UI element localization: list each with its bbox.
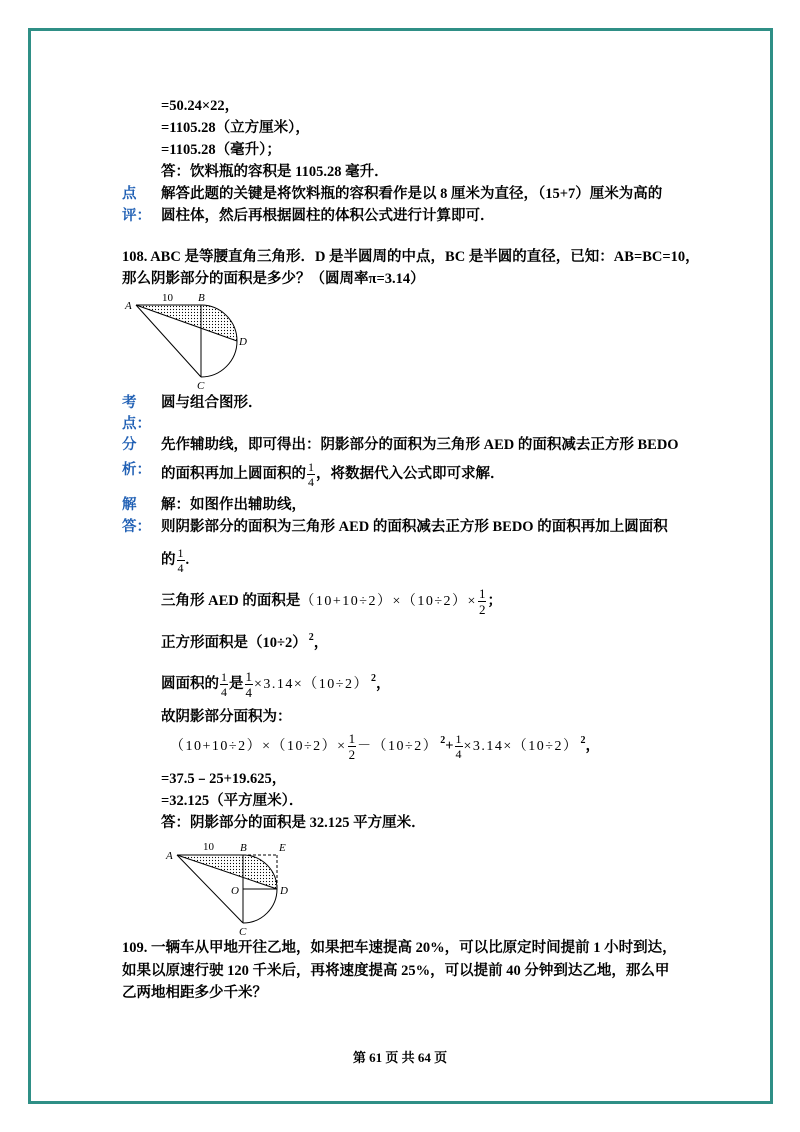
point-b-label: B bbox=[198, 292, 205, 304]
solution-line: 则阴影部分的面积为三角形 AED 的面积减去正方形 BEDO 的面积再加上圆面积 bbox=[161, 519, 668, 535]
exponent: 2 bbox=[370, 673, 376, 684]
comment-line: 解答此题的关键是将饮料瓶的容积看作是以 8 厘米为直径，（15+7）厘米为高的 bbox=[161, 186, 663, 202]
square-area-text: 正方形面积是（10÷2） bbox=[161, 635, 307, 651]
calculation-result: =32.125（平方厘米）． bbox=[161, 793, 304, 809]
fraction-numerator: 1 bbox=[177, 546, 184, 561]
comment-label-top: 点 bbox=[122, 186, 137, 202]
length-ab-label: 10 bbox=[162, 292, 173, 304]
fraction-denominator: 4 bbox=[245, 685, 252, 701]
fraction-one-half bbox=[348, 732, 357, 761]
fraction-numerator: 1 bbox=[308, 460, 314, 475]
point-c-label: C bbox=[197, 380, 205, 392]
fraction-numerator: 1 bbox=[245, 669, 252, 685]
analysis-text: 的面积再加上圆面积的 bbox=[161, 466, 306, 482]
point-c-label: C bbox=[239, 926, 247, 938]
analysis-label-top: 分 bbox=[122, 437, 137, 453]
analysis-line bbox=[161, 460, 505, 488]
fraction-one-quarter bbox=[177, 547, 185, 574]
square-area-end: ， bbox=[313, 635, 329, 651]
question-109-line: 乙两地相距多少千米？ bbox=[122, 985, 267, 1001]
square-area-line bbox=[161, 632, 328, 656]
solution-label-top: 解 bbox=[122, 497, 137, 513]
fraction-denominator: 4 bbox=[308, 475, 314, 490]
solution-line bbox=[161, 546, 189, 574]
quarter-circle-end: ， bbox=[375, 676, 391, 692]
fraction-numerator: 1 bbox=[348, 731, 356, 747]
key-point-text: 圆与组合图形． bbox=[161, 395, 263, 411]
point-a-label: A bbox=[166, 850, 173, 862]
figure-2-auxiliary-lines bbox=[160, 838, 296, 940]
prev-answer-line: =1105.28（毫升）； bbox=[161, 142, 281, 158]
fraction-one-quarter bbox=[220, 671, 228, 698]
expression-part: ×3.14×（10÷2） bbox=[463, 739, 579, 754]
point-o-label: O bbox=[231, 885, 239, 897]
analysis-label-bottom: 析： bbox=[122, 462, 151, 478]
prev-answer-line: =50.24×22， bbox=[161, 98, 240, 114]
quarter-circle-line bbox=[161, 670, 390, 700]
exponent: 2 bbox=[580, 735, 586, 746]
expression-end: ， bbox=[585, 738, 600, 754]
triangle-area-line bbox=[161, 587, 502, 616]
prev-answer-final: 答：饮料瓶的容积是 1105.28 毫升． bbox=[161, 164, 389, 180]
point-e-label: E bbox=[279, 842, 286, 854]
question-108-line: 108. ABC 是等腰直角三角形．D 是半圆周的中点，BC 是半圆的直径，已知：AB=BC=10， bbox=[122, 249, 700, 265]
fraction-numerator: 1 bbox=[478, 586, 486, 602]
key-point-label-bottom: 点： bbox=[122, 416, 151, 432]
point-b-label: B bbox=[240, 842, 247, 854]
exponent: 2 bbox=[440, 735, 446, 746]
fraction-denominator: 4 bbox=[177, 561, 184, 576]
question-109-line: 如果以原速行驶 120 千米后，再将速度提高 25%，可以提前 40 分钟到达乙地，那么甲 bbox=[122, 963, 670, 979]
fraction-one-quarter bbox=[307, 461, 315, 488]
calculation-step: =37.5﹣25+19.625， bbox=[161, 771, 287, 787]
point-a-label: A bbox=[125, 300, 132, 312]
analysis-text: ，将数据代入公式即可求解． bbox=[316, 466, 505, 482]
fraction-numerator: 1 bbox=[221, 670, 227, 685]
exponent: 2 bbox=[308, 632, 314, 643]
solution-text: . bbox=[185, 552, 190, 568]
point-d-label: D bbox=[239, 336, 247, 348]
fraction-one-half bbox=[478, 587, 487, 616]
fraction-one-quarter bbox=[455, 733, 463, 760]
solution-label-bottom: 答： bbox=[122, 519, 151, 535]
quarter-circle-text: 是 bbox=[229, 676, 244, 692]
quarter-circle-text: 圆面积的 bbox=[161, 676, 219, 692]
triangle-area-end: ； bbox=[487, 593, 502, 609]
final-answer: 答：阴影部分的面积是 32.125 平方厘米． bbox=[161, 815, 426, 831]
fraction-one-quarter bbox=[245, 670, 254, 699]
triangle-area-expression: （10+10÷2）×（10÷2）× bbox=[300, 594, 477, 609]
expression-part: （10+10÷2）×（10÷2）× bbox=[170, 739, 347, 754]
quarter-circle-expression: ×3.14×（10÷2） bbox=[254, 677, 369, 692]
solution-line: 解：如图作出辅助线， bbox=[161, 497, 306, 513]
page-number-footer: 第 61 页 共 64 页 bbox=[352, 1050, 448, 1065]
question-108-line: 那么阴影部分的面积是多少？（圆周率π=3.14） bbox=[122, 271, 425, 287]
plus-sign: + bbox=[445, 738, 454, 754]
question-109-line: 109. 一辆车从甲地开往乙地，如果把车速提高 20%，可以比原定时间提前 1 小时到达， bbox=[122, 940, 677, 956]
analysis-line: 先作辅助线，即可得出：阴影部分的面积为三角形 AED 的面积减去正方形 BEDO bbox=[161, 437, 679, 453]
fraction-denominator: 4 bbox=[221, 685, 227, 700]
fraction-denominator: 4 bbox=[455, 747, 462, 762]
prev-answer-line: =1105.28（立方厘米）， bbox=[161, 120, 310, 136]
fraction-denominator: 2 bbox=[478, 602, 486, 618]
solution-text: 的 bbox=[161, 552, 176, 568]
fraction-numerator: 1 bbox=[455, 732, 462, 747]
figure-1-triangle-semicircle bbox=[118, 290, 252, 392]
comment-line: 圆柱体，然后再根据圆柱的体积公式进行计算即可． bbox=[161, 208, 495, 224]
point-d-label: D bbox=[280, 885, 288, 897]
comment-label-bottom: 评： bbox=[122, 208, 151, 224]
expression-part: －（10÷2） bbox=[357, 739, 439, 754]
shaded-area-expression-line bbox=[170, 732, 600, 762]
key-point-label-top: 考 bbox=[122, 395, 137, 411]
triangle-area-text: 三角形 AED 的面积是 bbox=[161, 593, 301, 609]
shaded-area-intro: 故阴影部分面积为： bbox=[161, 709, 292, 725]
fraction-denominator: 2 bbox=[348, 747, 356, 763]
length-ab-label: 10 bbox=[203, 841, 214, 853]
